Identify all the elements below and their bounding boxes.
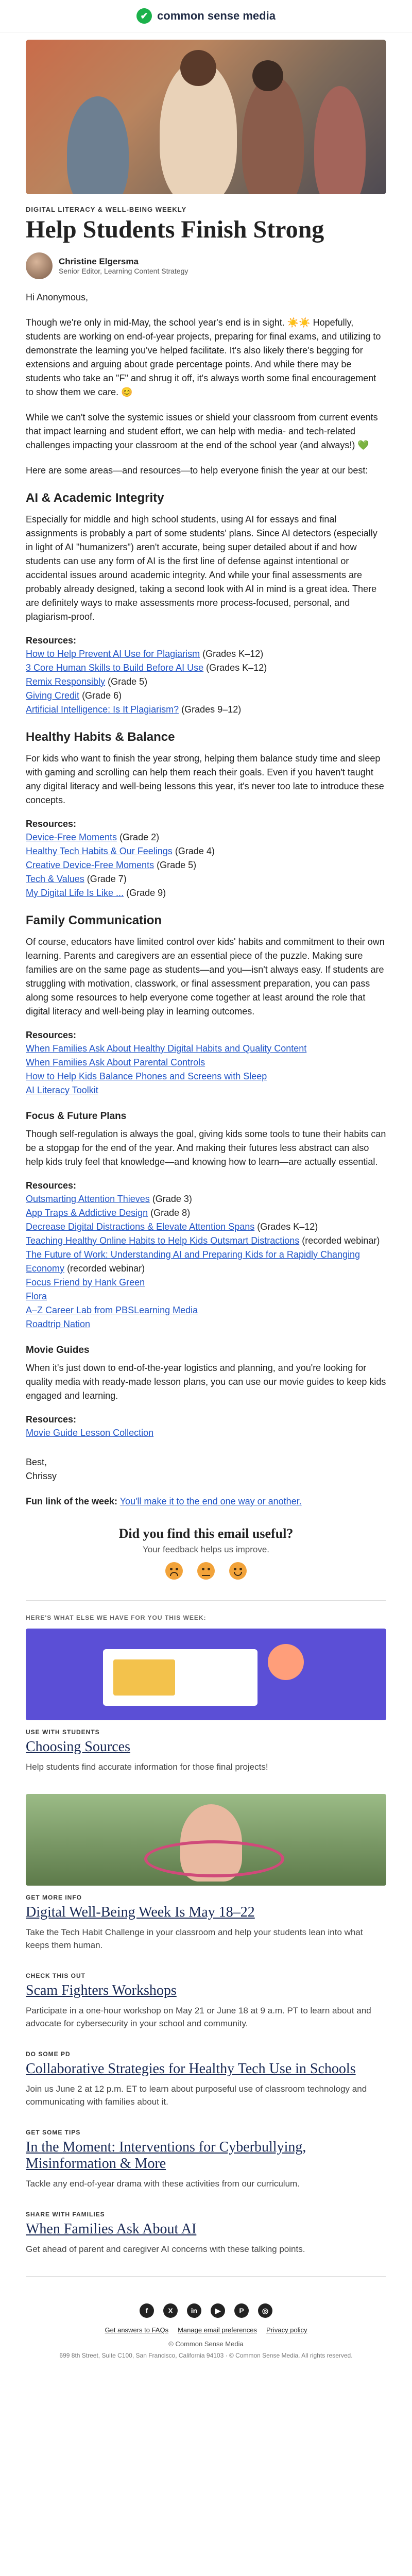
section-body: For kids who want to finish the year strong, helping them balance study time and sleep with gaming and scrolling can help them reach their goals. Even if you haven't taught any digital literacy and well-being lessons this year, it's never too late to introduce these concepts. — [26, 753, 384, 805]
resource-link[interactable]: Teaching Healthy Online Habits to Help Kids Outsmart Distractions — [26, 1235, 300, 1246]
promo-description: Help students find accurate information for those final projects! — [26, 1762, 268, 1772]
resource-grade: (recorded webinar) — [67, 1263, 145, 1274]
resource-item — [26, 1276, 386, 1290]
resource-item — [26, 1248, 386, 1276]
resource-link[interactable]: Outsmarting Attention Thieves — [26, 1194, 150, 1204]
checkmark-icon: ✔ — [136, 8, 152, 24]
promo-title-link[interactable]: When Families Ask About AI — [26, 2221, 197, 2237]
feedback-faces — [26, 1562, 386, 1580]
signoff-signature: Chrissy — [26, 1471, 57, 1481]
author-name: Christine Elgersma — [59, 257, 139, 266]
intro-paragraph: While we can't solve the systemic issues or shield your classroom from current events that impact learning and student effort, we can help with media- and tech-related challenges impacting your classroom at the end of the school year (and always!) 💚 — [26, 412, 378, 450]
resources-label: Resources: — [26, 635, 77, 646]
resource-item — [26, 1192, 386, 1206]
promo-label: USE WITH STUDENTS — [26, 1728, 100, 1736]
intro-paragraph: Though we're only in mid-May, the school year's end is in sight. ☀️☀️ Hopefully, students are working on end-of-year projects, preparing for final exams, and utilizing to demonstrate the learning you've helped facilitate. It's also likely there's begging for extensions and arguing about grade percentage points. And while there may be students who take an "F" and shrug it off, it's always worth some final encouragement to show them we care. 😊 — [26, 317, 381, 397]
social-links — [26, 2303, 386, 2318]
resource-item — [26, 1426, 386, 1440]
page-title: Help Students Finish Strong — [26, 216, 324, 243]
resource-grade: (Grade 6) — [82, 690, 122, 701]
resource-grade: (Grade 5) — [108, 676, 148, 687]
section-body: Of course, educators have limited control over kids' habits and commitment to their own learning. Parents and caregivers are an essential piece of the puzzle. Making sure families are on the same page as students—and you—isn't always easy. If students are struggling with motivation, classwork, or final assessment preparation, you can pass along some resources to help everyone come together at least around the role that digital literacy and well-being play in learning outcomes. — [26, 937, 385, 1016]
promo-label: SHARE WITH FAMILIES — [26, 2211, 105, 2218]
promo-image[interactable] — [26, 1794, 386, 1886]
promo-title-link[interactable]: Collaborative Strategies for Healthy Tech Use in Schools — [26, 2061, 356, 2077]
neutral-face-icon[interactable] — [197, 1562, 215, 1580]
sad-face-icon[interactable] — [165, 1562, 183, 1580]
resource-link[interactable]: When Families Ask About Parental Controls — [26, 1057, 205, 1067]
resource-list — [26, 831, 386, 900]
author-role: Senior Editor, Learning Content Strategy — [59, 267, 188, 275]
resource-item — [26, 1070, 386, 1083]
resource-grade: (Grades K–12) — [202, 649, 264, 659]
resource-grade: (Grades K–12) — [257, 1222, 318, 1232]
resource-link[interactable]: A–Z Career Lab from PBSLearning Media — [26, 1305, 198, 1315]
author-byline — [26, 252, 386, 279]
avatar — [26, 252, 53, 279]
resource-item — [26, 647, 386, 661]
copyright: © Common Sense Media — [168, 2340, 244, 2348]
promo-label: GET MORE INFO — [26, 1894, 82, 1901]
section-body: Especially for middle and high school students, using AI for essays and final assignments is probably a part of some students' plans. Since AI detectors (especially in light of AI "humanizers") aren't accurate, being super detailed about if and how students can use any form of AI is the first line of defense against intentional or accidental issues around academic integrity. And while your final assessments are probably already designed, taking a second look with AI in mind is a great idea. There are definitely ways to make assessments more process-focused, personal, and plagiarism-proof. — [26, 514, 377, 622]
promo-card — [26, 1794, 386, 1952]
resource-item — [26, 661, 386, 675]
promo-description: Join us June 2 at 12 p.m. ET to learn about purposeful use of classroom technology and communicating with families about it. — [26, 2084, 367, 2107]
linkedin-icon[interactable]: in — [187, 2303, 201, 2318]
newsletter-kicker: DIGITAL LITERACY & WELL-BEING WEEKLY — [26, 206, 187, 213]
happy-face-icon[interactable] — [229, 1562, 247, 1580]
fun-link-anchor[interactable]: You'll make it to the end one way or another. — [119, 1496, 302, 1506]
content-sections — [26, 491, 386, 1440]
facebook-icon[interactable]: f — [140, 2303, 154, 2318]
section-heading: Healthy Habits & Balance — [26, 730, 175, 744]
resource-grade: (Grade 7) — [87, 874, 127, 884]
resource-link[interactable]: Giving Credit — [26, 690, 80, 701]
resource-link[interactable]: How to Help Prevent AI Use for Plagiarism — [26, 649, 200, 659]
resource-item — [26, 1303, 386, 1317]
promo-image[interactable] — [26, 1629, 386, 1720]
feedback-question: Did you find this email useful? — [118, 1526, 294, 1541]
resources-label: Resources: — [26, 1030, 77, 1040]
promo-card — [26, 1972, 386, 2030]
resource-link[interactable]: 3 Core Human Skills to Build Before AI Use — [26, 663, 204, 673]
fun-link — [26, 1495, 386, 1509]
content-section — [26, 1345, 386, 1440]
header-bar — [0, 0, 412, 32]
promo-description: Tackle any end-of-year drama with these activities from our curriculum. — [26, 2179, 300, 2189]
hero-image — [26, 40, 386, 194]
promo-card — [26, 1629, 386, 1773]
footer — [26, 2290, 386, 2359]
content-section — [26, 491, 386, 717]
resource-list — [26, 1042, 386, 1097]
resource-item — [26, 1083, 386, 1097]
resource-item — [26, 1206, 386, 1220]
resource-grade: (Grade 9) — [126, 888, 166, 898]
resource-grade: (Grade 8) — [150, 1208, 191, 1218]
fun-link-label: Fun link of the week: — [26, 1496, 118, 1506]
resource-list — [26, 647, 386, 717]
greeting: Hi Anonymous, — [26, 292, 89, 302]
resource-link[interactable]: App Traps & Addictive Design — [26, 1208, 148, 1218]
resource-grade: (Grades K–12) — [206, 663, 267, 673]
promo-title-link[interactable]: In the Moment: Interventions for Cyberbullying, Misinformation & More — [26, 2139, 306, 2172]
resource-link[interactable]: When Families Ask About Healthy Digital Habits and Quality Content — [26, 1043, 307, 1054]
section-heading: AI & Academic Integrity — [26, 491, 164, 505]
resource-item — [26, 858, 386, 872]
resources-label: Resources: — [26, 1180, 77, 1191]
divider — [26, 2276, 386, 2277]
feedback-block — [26, 1526, 386, 1580]
promo-header: HERE'S WHAT ELSE WE HAVE FOR YOU THIS WEEK: — [26, 1614, 207, 1621]
privacy-policy-link[interactable]: Privacy policy — [266, 2326, 307, 2334]
instagram-icon[interactable]: ◎ — [258, 2303, 272, 2318]
resource-link[interactable]: Decrease Digital Distractions & Elevate Attention Spans — [26, 1222, 255, 1232]
resource-link[interactable]: Movie Guide Lesson Collection — [26, 1428, 154, 1438]
youtube-icon[interactable]: ▶ — [211, 2303, 225, 2318]
promo-card — [26, 2050, 386, 2108]
resources-label: Resources: — [26, 819, 77, 829]
resource-item — [26, 689, 386, 703]
divider — [26, 1600, 386, 1601]
resource-grade: (Grade 4) — [175, 846, 215, 856]
postal-address: 699 8th Street, Suite C100, San Francisco, California 94103 · © Common Sense Media. All rights reserved. — [59, 2352, 353, 2359]
resource-item — [26, 886, 386, 900]
resource-grade: (Grade 2) — [119, 832, 160, 842]
resource-item — [26, 1042, 386, 1056]
resource-item — [26, 831, 386, 844]
resource-item — [26, 1220, 386, 1234]
resource-item — [26, 1290, 386, 1303]
section-heading: Focus & Future Plans — [26, 1111, 127, 1122]
resource-link[interactable]: Focus Friend by Hank Green — [26, 1277, 145, 1287]
promo-label: GET SOME TIPS — [26, 2129, 81, 2136]
resource-link[interactable]: Healthy Tech Habits & Our Feelings — [26, 846, 173, 856]
resource-link[interactable]: How to Help Kids Balance Phones and Screens with Sleep — [26, 1071, 267, 1081]
feedback-subtitle: Your feedback helps us improve. — [142, 1545, 270, 1554]
resource-item — [26, 844, 386, 858]
resource-item — [26, 1234, 386, 1248]
promo-title-link[interactable]: Choosing Sources — [26, 1739, 130, 1755]
promo-label: CHECK THIS OUT — [26, 1972, 85, 1979]
email-preferences-link[interactable]: Manage email preferences — [178, 2326, 257, 2334]
brand-logo[interactable] — [136, 8, 276, 24]
promo-title-link[interactable]: Digital Well-Being Week Is May 18–22 — [26, 1904, 255, 1920]
content-section — [26, 1111, 386, 1331]
content-section — [26, 913, 386, 1097]
resource-item — [26, 1056, 386, 1070]
brand-name: common sense media — [157, 9, 276, 22]
resource-item — [26, 675, 386, 689]
promo-description: Take the Tech Habit Challenge in your classroom and help your students lean into what keeps them human. — [26, 1927, 363, 1950]
promo-card — [26, 2129, 386, 2190]
resource-item — [26, 703, 386, 717]
faq-link[interactable]: Get answers to FAQs — [105, 2326, 169, 2334]
signoff — [26, 1455, 386, 1483]
promo-description: Get ahead of parent and caregiver AI concerns with these talking points. — [26, 2244, 305, 2254]
intro-paragraph: Here are some areas—and resources—to help everyone finish the year at our best: — [26, 465, 368, 476]
resource-grade: (Grade 5) — [157, 860, 197, 870]
resource-link[interactable]: Roadtrip Nation — [26, 1319, 91, 1329]
promo-title-link[interactable]: Scam Fighters Workshops — [26, 1982, 177, 1998]
promo-card — [26, 2211, 386, 2256]
section-heading: Family Communication — [26, 913, 162, 927]
footer-links — [26, 2326, 386, 2334]
resource-item — [26, 872, 386, 886]
x-twitter-icon[interactable]: X — [163, 2303, 178, 2318]
resource-link[interactable]: Device-Free Moments — [26, 832, 117, 842]
resource-link[interactable]: Flora — [26, 1291, 47, 1301]
promo-label: DO SOME PD — [26, 2050, 71, 2058]
resource-link[interactable]: AI Literacy Toolkit — [26, 1085, 98, 1095]
resource-item — [26, 1317, 386, 1331]
section-body: When it's just down to end-of-the-year logistics and planning, and you're looking for quality media with ready-made lesson plans, you can use our movie guides to keep kids engaged and learning. — [26, 1363, 386, 1401]
resource-grade: (Grades 9–12) — [181, 704, 242, 715]
resource-list — [26, 1192, 386, 1331]
resource-link[interactable]: My Digital Life Is Like ... — [26, 888, 124, 898]
resource-link[interactable]: Tech & Values — [26, 874, 84, 884]
promo-description: Participate in a one-hour workshop on May 21 or June 18 at 9 a.m. PT to learn about and advocate for cybersecurity in your school and community. — [26, 2006, 371, 2028]
section-heading: Movie Guides — [26, 1345, 90, 1355]
resource-link[interactable]: The Future of Work: Understanding AI and Preparing Kids for a Rapidly Changing Economy — [26, 1249, 360, 1274]
resource-list — [26, 1426, 386, 1440]
resource-link[interactable]: Creative Device-Free Moments — [26, 860, 154, 870]
resource-link[interactable]: Remix Responsibly — [26, 676, 106, 687]
signoff-line: Best, — [26, 1457, 47, 1467]
content-section — [26, 730, 386, 900]
resource-grade: (Grade 3) — [152, 1194, 192, 1204]
resources-label: Resources: — [26, 1414, 77, 1425]
section-body: Though self-regulation is always the goal, giving kids some tools to tune their habits can be a stopgap for the end of the year. And making their futures less abstract can also help kids truly feel that knowledge—and knowing how to learn—are actually essential. — [26, 1129, 386, 1167]
resource-grade: (recorded webinar) — [302, 1235, 380, 1246]
resource-link[interactable]: Artificial Intelligence: Is It Plagiarism? — [26, 704, 179, 715]
pinterest-icon[interactable]: P — [234, 2303, 249, 2318]
